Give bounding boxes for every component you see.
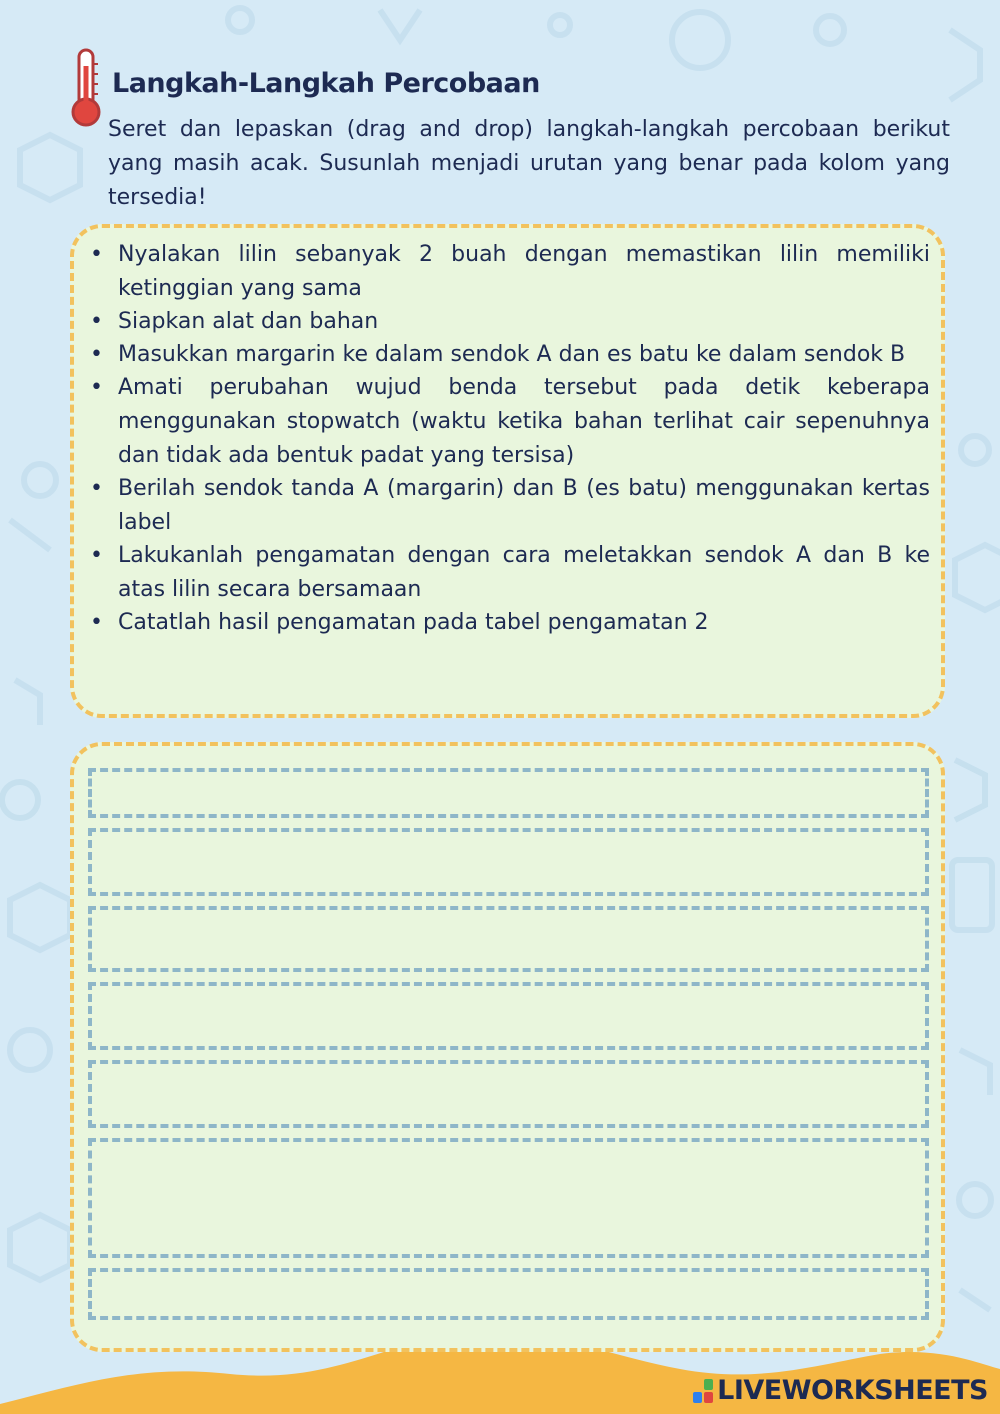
drop-slot-3[interactable]	[88, 906, 929, 972]
bullet-icon: •	[90, 309, 103, 334]
drop-slot-6[interactable]	[88, 1138, 929, 1258]
steps-container	[70, 224, 945, 718]
draggable-step[interactable]	[90, 539, 930, 607]
draggable-step[interactable]	[90, 305, 930, 339]
steps-list	[90, 238, 930, 639]
bullet-icon: •	[90, 543, 103, 568]
draggable-step[interactable]	[90, 338, 930, 372]
drop-slot-1[interactable]	[88, 768, 929, 818]
draggable-step[interactable]	[90, 238, 930, 306]
step-text: Nyalakan lilin sebanyak 2 buah dengan memastikan lilin memiliki ketinggian yang sama	[118, 242, 930, 301]
bullet-icon: •	[90, 476, 103, 501]
step-text: Berilah sendok tanda A (margarin) dan B (es batu) menggunakan kertas label	[118, 476, 930, 535]
draggable-step[interactable]	[90, 371, 930, 473]
step-text: Lakukanlah pengamatan dengan cara meletakkan sendok A dan B ke atas lilin secara bersamaan	[118, 543, 930, 602]
brand-text: LIVEWORKSHEETS	[717, 1375, 988, 1406]
answer-drop-area	[70, 742, 945, 1352]
page-title: Langkah-Langkah Percobaan	[112, 68, 540, 99]
drop-slot-2[interactable]	[88, 828, 929, 896]
instruction-text: Seret dan lepaskan (drag and drop) langkah-langkah percobaan berikut yang masih acak. Susunlah menjadi urutan yang benar pada kolom yang tersedia!	[108, 117, 950, 210]
draggable-step[interactable]	[90, 606, 930, 640]
liveworksheets-branding	[693, 1375, 988, 1406]
bullet-icon: •	[90, 342, 103, 367]
bullet-icon: •	[90, 375, 103, 400]
thermometer-icon	[66, 46, 106, 130]
step-text: Amati perubahan wujud benda tersebut pada detik keberapa menggunakan stopwatch (waktu ketika bahan terlihat cair sepenuhnya dan tidak ada bentuk padat yang tersisa)	[118, 375, 930, 468]
bullet-icon: •	[90, 242, 103, 267]
step-text: Catatlah hasil pengamatan pada tabel pengamatan 2	[118, 610, 709, 635]
liveworksheets-logo-icon	[693, 1379, 713, 1403]
step-text: Siapkan alat dan bahan	[118, 309, 379, 334]
drop-slot-7[interactable]	[88, 1268, 929, 1320]
bullet-icon: •	[90, 610, 103, 635]
drop-slot-4[interactable]	[88, 982, 929, 1050]
draggable-step[interactable]	[90, 472, 930, 540]
step-text: Masukkan margarin ke dalam sendok A dan es batu ke dalam sendok B	[118, 342, 906, 367]
drop-slot-5[interactable]	[88, 1060, 929, 1128]
